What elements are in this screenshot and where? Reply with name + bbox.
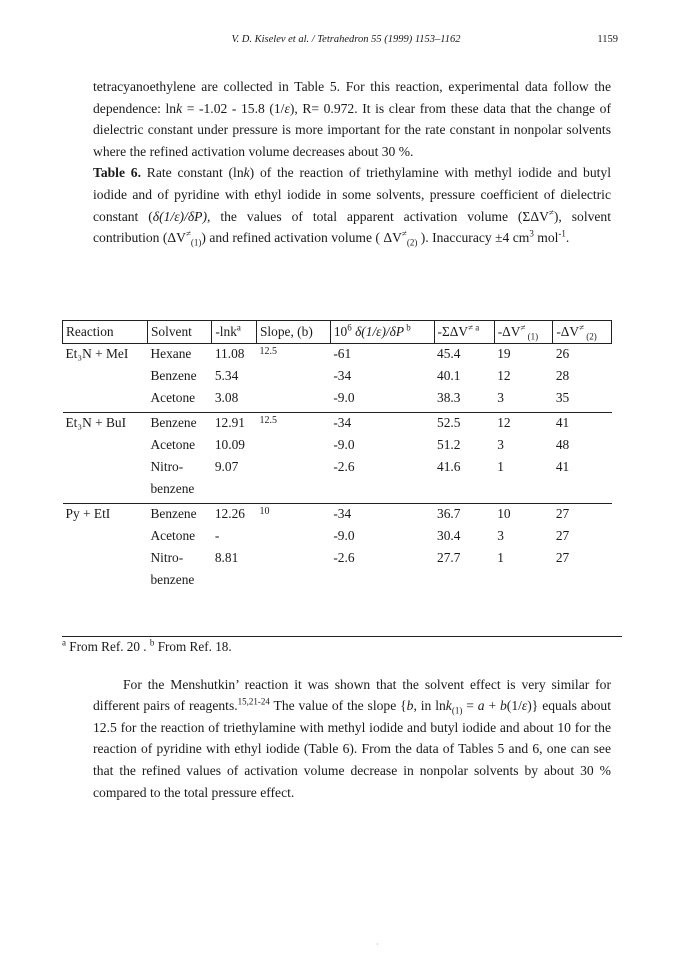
cell-dv2: 35 bbox=[555, 390, 570, 405]
table-row bbox=[63, 504, 612, 529]
running-header bbox=[0, 34, 692, 50]
cell-solvent: benzene bbox=[150, 481, 195, 496]
cell-solvent: Acetone bbox=[150, 390, 196, 405]
cell-dv2: 27 bbox=[553, 504, 612, 529]
cell-dv1: 3 bbox=[497, 528, 504, 543]
cell-lnk: 12.91 bbox=[212, 413, 257, 438]
cell-total bbox=[434, 572, 494, 594]
cell-total: 51.2 bbox=[437, 437, 461, 452]
cell-lnk: 5.34 bbox=[214, 368, 239, 383]
cell-dielectric: -34 bbox=[330, 413, 434, 438]
col-slope: Slope, (b) bbox=[256, 321, 330, 344]
cell-dielectric bbox=[330, 572, 434, 594]
cell-slope: 12.5 bbox=[256, 344, 330, 369]
cell-slope bbox=[256, 459, 330, 481]
scan-speck: · bbox=[376, 940, 379, 949]
cell-dielectric: -9.0 bbox=[333, 437, 355, 452]
intro-paragraph: tetracyanoethylene are collected in Table 5. For this reaction, experimental data follow the dependence: lnk = -1.02 - 15.8 (1/ε), R= 0.972. It is clear from these data that the change of dielectric constant under pressure is more important for the rate constant in nonpolar solvents where the refined activation volume decreases about 30 %. bbox=[93, 79, 611, 159]
cell-slope bbox=[256, 528, 330, 550]
cell-reaction bbox=[63, 528, 148, 550]
cell-reaction bbox=[63, 437, 148, 459]
cell-dv2: 27 bbox=[555, 528, 570, 543]
cell-dv2: 48 bbox=[555, 437, 570, 452]
cell-total bbox=[434, 481, 494, 504]
cell-dv1: 1 bbox=[497, 550, 504, 565]
cell-total: 36.7 bbox=[434, 504, 494, 529]
cell-slope bbox=[256, 437, 330, 459]
cell-reaction bbox=[63, 390, 148, 413]
cell-reaction bbox=[63, 368, 148, 390]
cell-dv1 bbox=[494, 572, 553, 594]
cell-slope bbox=[256, 481, 330, 504]
cell-dielectric: -2.6 bbox=[333, 550, 355, 565]
cell-dv1 bbox=[494, 481, 553, 504]
cell-reaction bbox=[63, 550, 148, 572]
cell-total: 41.6 bbox=[437, 459, 461, 474]
col-reaction: Reaction bbox=[63, 321, 148, 344]
closing-paragraph: For the Menshutkin’ reaction it was shown that the solvent effect is very similar for different pairs of reagents.$^{15,21-24}$ The value of the slope {b, in lnk$_{(1)}$ = a + b(1/ε)} equals about 12.5 for the reaction of triethylamine with methyl iodide and butyl iodide and about 10 for the reaction of pyridine with ethyl iodide (Table 6). From the data of Tables 5 and 6, one can see that the refined values of activation volume decrease in nonpolar solvents by about 30 % compared to the total pressure effect. bbox=[93, 676, 612, 800]
cell-solvent: Acetone bbox=[150, 528, 196, 543]
col-dielectric: $10^6$ δ(1/ε)/δP $^b$ bbox=[330, 321, 434, 344]
cell-dielectric: -34 bbox=[330, 504, 434, 529]
cell-reaction bbox=[63, 459, 148, 481]
cell-reaction: Py + EtI bbox=[63, 504, 148, 529]
cell-lnk: 9.07 bbox=[214, 459, 239, 474]
cell-lnk: 8.81 bbox=[214, 550, 239, 565]
cell-total: 27.7 bbox=[437, 550, 461, 565]
cell-total: 45.4 bbox=[434, 344, 494, 369]
table-row bbox=[63, 390, 612, 413]
cell-solvent: Benzene bbox=[147, 504, 211, 529]
cell-reaction bbox=[63, 572, 148, 594]
cell-dv2: 28 bbox=[555, 368, 570, 383]
running-title: V. D. Kiselev et al. / Tetrahedron 55 (1999) 1153–1162 bbox=[231, 34, 461, 45]
cell-dv1: 19 bbox=[494, 344, 553, 369]
cell-dv1: 12 bbox=[497, 368, 511, 383]
cell-slope: 12.5 bbox=[256, 413, 330, 438]
cell-lnk: - bbox=[214, 528, 220, 543]
cell-dielectric: -34 bbox=[333, 368, 352, 383]
cell-lnk: 12.26 bbox=[212, 504, 257, 529]
table-footnote: $^a$ From Ref. 20 . $^b$ From Ref. 18. bbox=[62, 636, 622, 655]
table-row bbox=[63, 344, 612, 369]
cell-dielectric: -9.0 bbox=[333, 528, 355, 543]
table-row bbox=[63, 413, 612, 438]
cell-dv2: 41 bbox=[553, 413, 612, 438]
cell-total: 30.4 bbox=[437, 528, 461, 543]
cell-dielectric bbox=[330, 481, 434, 504]
cell-total: 52.5 bbox=[434, 413, 494, 438]
col-lnk: -lnk$^a$ bbox=[212, 321, 257, 344]
cell-total: 40.1 bbox=[437, 368, 461, 383]
cell-lnk: 11.08 bbox=[212, 344, 257, 369]
col-solvent: Solvent bbox=[147, 321, 211, 344]
table-6 bbox=[62, 320, 612, 594]
cell-dv2: 26 bbox=[553, 344, 612, 369]
cell-solvent: Benzene bbox=[150, 368, 197, 383]
cell-dv1: 3 bbox=[497, 437, 504, 452]
cell-lnk: 3.08 bbox=[214, 390, 239, 405]
col-refined-volume: -ΔV≠ $_{(2)}$ bbox=[553, 321, 612, 344]
cell-dv2 bbox=[553, 481, 612, 504]
cell-dv1: 3 bbox=[497, 390, 504, 405]
cell-solvent: Nitro- bbox=[150, 459, 184, 474]
cell-total: 38.3 bbox=[437, 390, 461, 405]
col-total-volume: $-\Sigma\Delta V^{\ne a}$ bbox=[434, 321, 494, 344]
cell-dielectric: -2.6 bbox=[333, 459, 355, 474]
table-row bbox=[63, 528, 612, 550]
table-row bbox=[63, 368, 612, 390]
cell-slope bbox=[256, 390, 330, 413]
cell-slope bbox=[256, 550, 330, 572]
cell-dielectric: -61 bbox=[330, 344, 434, 369]
table-row bbox=[63, 437, 612, 459]
cell-dv2: 27 bbox=[555, 550, 570, 565]
cell-reaction bbox=[63, 481, 148, 504]
cell-solvent: benzene bbox=[150, 572, 195, 587]
cell-solvent: Benzene bbox=[147, 413, 211, 438]
cell-lnk: 10.09 bbox=[214, 437, 245, 452]
cell-solvent: Acetone bbox=[150, 437, 196, 452]
cell-slope bbox=[256, 572, 330, 594]
table-row bbox=[63, 481, 612, 504]
cell-solvent: Hexane bbox=[147, 344, 211, 369]
table-row bbox=[63, 550, 612, 572]
table-row bbox=[63, 572, 612, 594]
page-number: 1159 bbox=[597, 34, 618, 45]
cell-dv1: 10 bbox=[494, 504, 553, 529]
body-text bbox=[93, 76, 611, 249]
cell-dv1: 12 bbox=[494, 413, 553, 438]
cell-dv1: 1 bbox=[497, 459, 504, 474]
table-header-row bbox=[63, 321, 612, 344]
table-row bbox=[63, 459, 612, 481]
cell-lnk bbox=[212, 572, 257, 594]
cell-dv2 bbox=[553, 572, 612, 594]
cell-lnk bbox=[212, 481, 257, 504]
cell-slope: 10 bbox=[256, 504, 330, 529]
col-solvent-contribution: -ΔV≠ $_{(1)}$ bbox=[494, 321, 553, 344]
cell-solvent: Nitro- bbox=[150, 550, 184, 565]
cell-slope bbox=[256, 368, 330, 390]
table-caption: Table 6. Rate constant (lnk) of the reaction of triethylamine with methyl iodide and butyl iodide and of pyridine with ethyl iodide in some solvents, pressure coefficient of dielectric constant (δ(1/ε)/δP), the values of total apparent activation volume (ΣΔV≠), solvent contribution $(\Delta V^\ne_{(1)})$ and refined activation volume ( $\Delta V^\ne_{(2)}$ ). Inaccuracy ±4 $cm^3$ mol$^{-1}$. bbox=[93, 165, 612, 248]
cell-reaction: Et₃N + MeI bbox=[63, 344, 148, 369]
cell-dielectric: -9.0 bbox=[333, 390, 355, 405]
cell-reaction: Et₃N + BuI bbox=[63, 413, 148, 438]
cell-dv2: 41 bbox=[555, 459, 570, 474]
